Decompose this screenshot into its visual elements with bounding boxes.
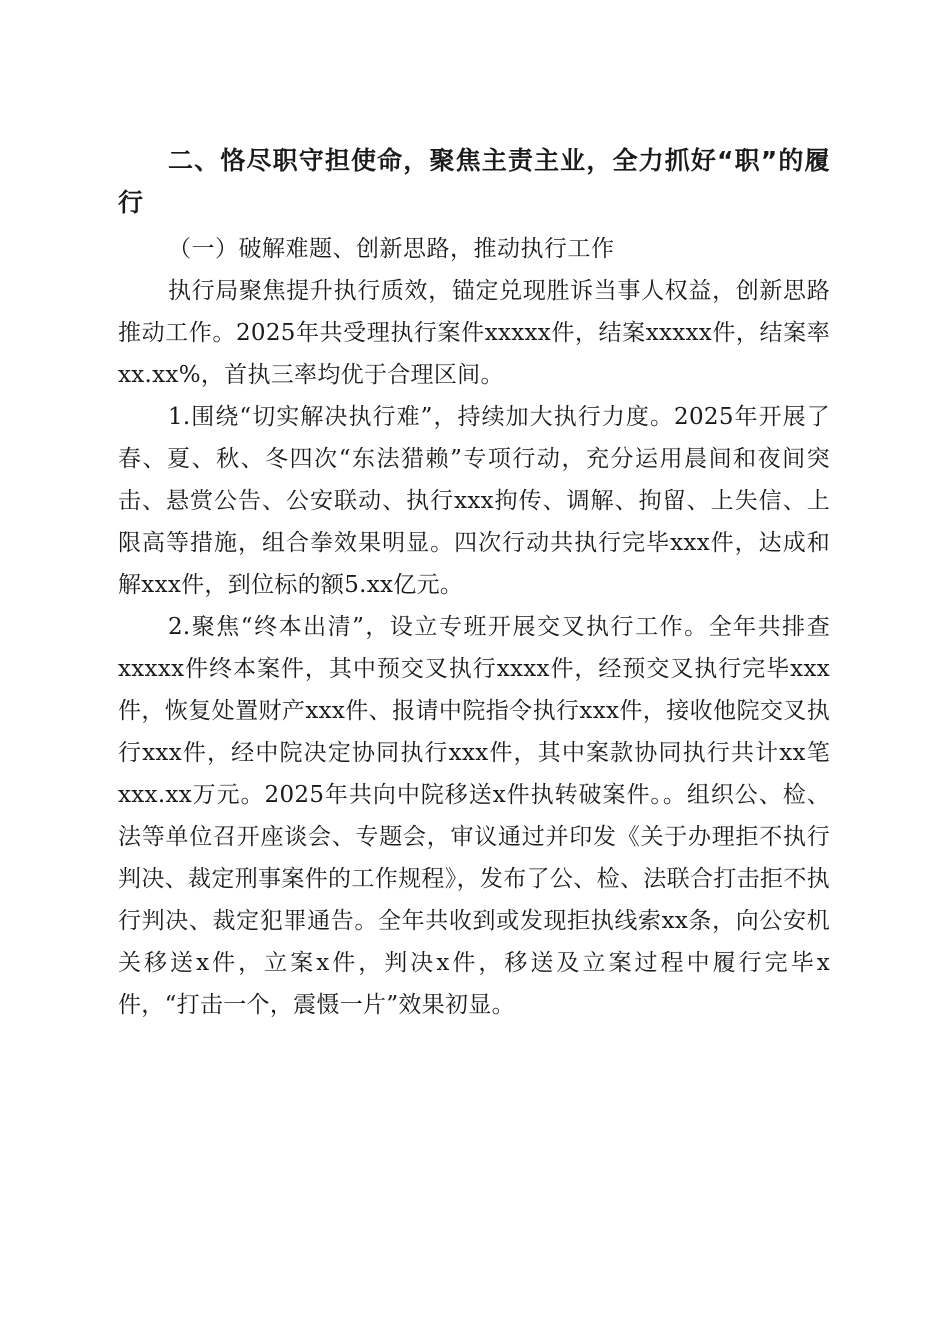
paragraph-item-2: 2.聚焦“终本出清”，设立专班开展交叉执行工作。全年共排查xxxxx件终本案件，其中预交叉执行xxxx件，经预交叉执行完毕xxx件，恢复处置财产xxx件、报请中院指令执行xxx件，接收他院交叉执行xxx件，经中院决定协同执行xxx件，其中案款协同执行共计xx笔xxx.xx万元。2025年共向中院移送x件执转破案件。。组织公、检、法等单位召开座谈会、专题会，审议通过并印发《关于办理拒不执行判决、裁定刑事案件的工作规程》，发布了公、检、法联合打击拒不执行判决、裁定犯罪通告。全年共收到或发现拒执线索xx条，向公安机关移送x件，立案x件，判决x件，移送及立案过程中履行完毕x件，“打击一个，震慑一片”效果初显。 [118,614,830,1018]
section-heading: 二、恪尽职守担使命，聚焦主责主业，全力抓好“职”的履行 [118,146,830,217]
paragraph-intro: 执行局聚焦提升执行质效，锚定兑现胜诉当事人权益，创新思路推动工作。2025年共受理执行案件xxxxx件，结案xxxxx件，结案率xx.xx%，首执三率均优于合理区间。 [118,278,830,388]
paragraph-item-1: 1.围绕“切实解决执行难”，持续加大执行力度。2025年开展了春、夏、秋、冬四次“东法猎赖”专项行动，充分运用晨间和夜间突击、悬赏公告、公安联动、执行xxx拘传、调解、拘留、上失信、上限高等措施，组合拳效果明显。四次行动共执行完毕xxx件，达成和解xxx件，到位标的额5.xx亿元。 [118,404,830,598]
subsection-heading: （一）破解难题、创新思路，推动执行工作 [168,236,615,262]
document-page [118,140,830,1026]
